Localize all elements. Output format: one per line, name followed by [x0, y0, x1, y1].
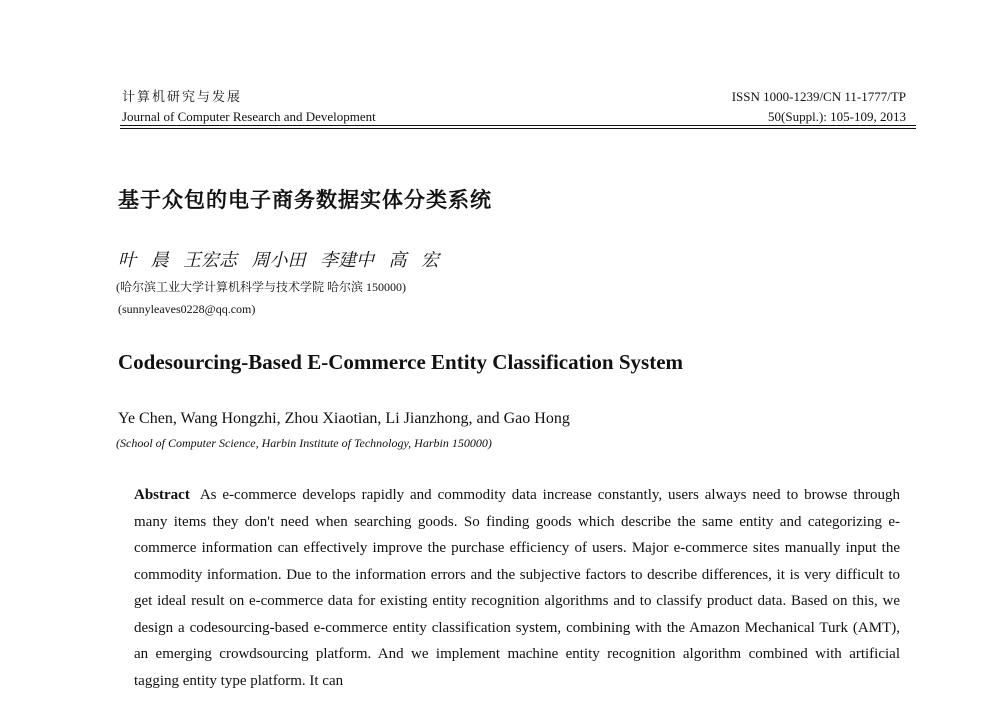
header-rule-thin — [120, 125, 916, 126]
abstract-text: As e-commerce develops rapidly and commodity data increase constantly, users always need to browse through many items they don't need when searching goods. So finding goods which describe the same entity and categorizing e-commerce information can effectively improve the purchase efficiency of users. Major e-commerce sites manually input the commodity information. Due to the information errors and the subjective factors to describe differences, it is very difficult to get ideal result on e-commerce data for existing entity recognition algorithms and to classify product data. Based on this, we design a codesourcing-based e-commerce entity classification system, combining with the Amazon Mechanical Turk (AMT), an emerging crowdsourcing platform. And we implement machine entity recognition algorithm combined with artificial tagging entity type platform. It can — [134, 487, 900, 689]
journal-header-left — [122, 88, 376, 126]
paper-title-en: Codesourcing-Based E-Commerce Entity Classification System — [118, 350, 684, 374]
journal-name-en: Journal of Computer Research and Development — [122, 109, 376, 124]
affiliation-en: (School of Computer Science, Harbin Institute of Technology, Harbin 150000) — [116, 436, 492, 450]
journal-header-right — [732, 88, 906, 126]
journal-name-cn: 计算机研究与发展 — [122, 89, 243, 104]
authors-cn: 叶 晨 王宏志 周小田 李建中 高 宏 — [118, 250, 439, 270]
paper-title-cn: 基于众包的电子商务数据实体分类系统 — [118, 188, 492, 212]
authors-en: Ye Chen, Wang Hongzhi, Zhou Xiaotian, Li Jianzhong, and Gao Hong — [118, 410, 570, 427]
abstract-paragraph — [134, 482, 900, 694]
issn-line: ISSN 1000-1239/CN 11-1777/TP — [731, 89, 906, 104]
affiliation-cn: (哈尔滨工业大学计算机科学与技术学院 哈尔滨 150000) — [116, 280, 406, 294]
header-rule-thick — [120, 128, 916, 129]
volume-info: 50(Suppl.): 105-109, 2013 — [768, 109, 906, 124]
abstract-label: Abstract — [134, 487, 190, 503]
author-email: (sunnyleaves0228@qq.com) — [118, 302, 256, 316]
